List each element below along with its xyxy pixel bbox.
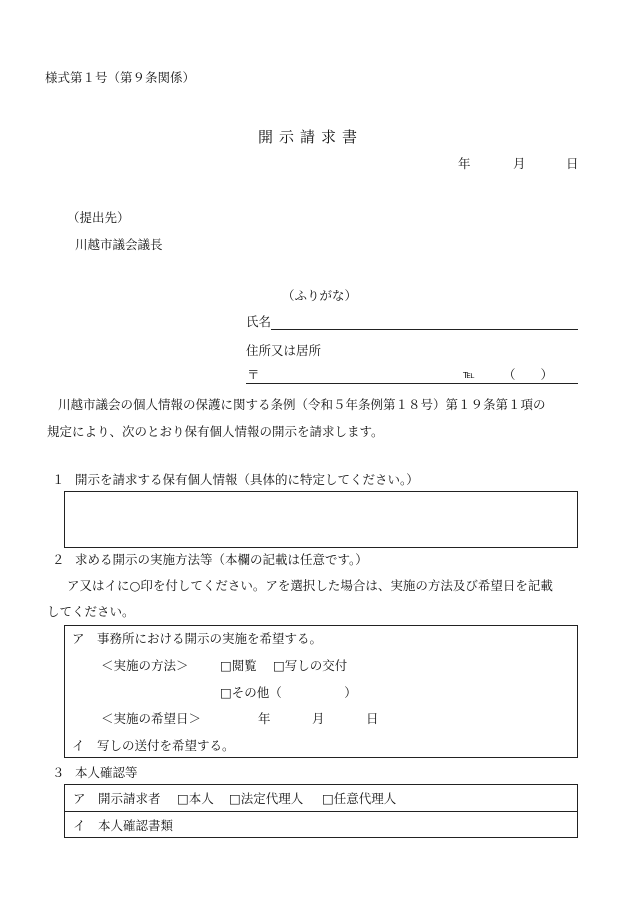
form-number: 様式第１号（第９条関係）	[45, 70, 196, 85]
id-documents-label: イ 本人確認書類	[73, 818, 174, 833]
requester-type-label: ア 開示請求者	[73, 791, 161, 806]
address-field-line[interactable]	[246, 383, 578, 384]
tel-parens: （ ）	[503, 367, 554, 382]
section1-number: １	[52, 472, 65, 487]
option-a-text[interactable]: ア 事務所における開示の実施を希望する。	[72, 631, 323, 646]
requester-voluntary-agent-checkbox[interactable]: □任意代理人	[322, 791, 397, 806]
section2-note-line-1: ア又はイに○印を付してください。アを選択した場合は、実施の方法及び希望日を記載	[67, 578, 553, 593]
name-label: 氏名	[246, 314, 272, 329]
section1-heading: 開示を請求する保有個人情報（具体的に特定してください。）	[75, 472, 419, 487]
personal-info-input-box[interactable]	[64, 491, 578, 548]
table-divider	[64, 811, 578, 812]
section2-heading: 求める開示の実施方法等（本欄の記載は任意です。）	[75, 552, 368, 567]
furigana-label: （ふりがな）	[282, 288, 358, 303]
section3-heading: 本人確認等	[75, 765, 138, 780]
desired-date-label: ＜実施の希望日＞	[101, 711, 202, 726]
addressee-name: 川越市議会議長	[75, 237, 163, 252]
method-copy-checkbox[interactable]: □写しの交付	[273, 658, 348, 673]
intro-line-1: 川越市議会の個人情報の保護に関する条例（令和５年条例第１８号）第１９条第１項の	[58, 397, 546, 412]
date-day-label: 日	[566, 156, 579, 171]
postal-mark: 〒	[247, 367, 260, 382]
desired-date-month: 月	[312, 711, 325, 726]
section2-note-line-2: してください。	[47, 604, 135, 619]
address-label: 住所又は居所	[246, 343, 322, 358]
desired-date-day: 日	[366, 711, 379, 726]
intro-line-2: 規定により、次のとおり保有個人情報の開示を請求します。	[47, 424, 384, 439]
section3-number: ３	[52, 765, 65, 780]
addressee-label: （提出先）	[67, 210, 130, 225]
name-field-line[interactable]	[271, 329, 578, 330]
tel-mark: ℡	[463, 368, 475, 381]
requester-legal-agent-checkbox[interactable]: □法定代理人	[229, 791, 304, 806]
page-title: 開示請求書	[258, 128, 364, 146]
date-month-label: 月	[513, 156, 526, 171]
method-view-checkbox[interactable]: □閲覧	[220, 658, 257, 673]
method-label: ＜実施の方法＞	[101, 658, 189, 673]
section2-number: ２	[52, 552, 65, 567]
requester-self-checkbox[interactable]: □本人	[177, 791, 214, 806]
desired-date-year: 年	[258, 711, 271, 726]
option-b-text[interactable]: イ 写しの送付を希望する。	[72, 738, 235, 753]
date-year-label: 年	[458, 156, 471, 171]
method-other-checkbox[interactable]: □その他（ ）	[220, 685, 357, 700]
